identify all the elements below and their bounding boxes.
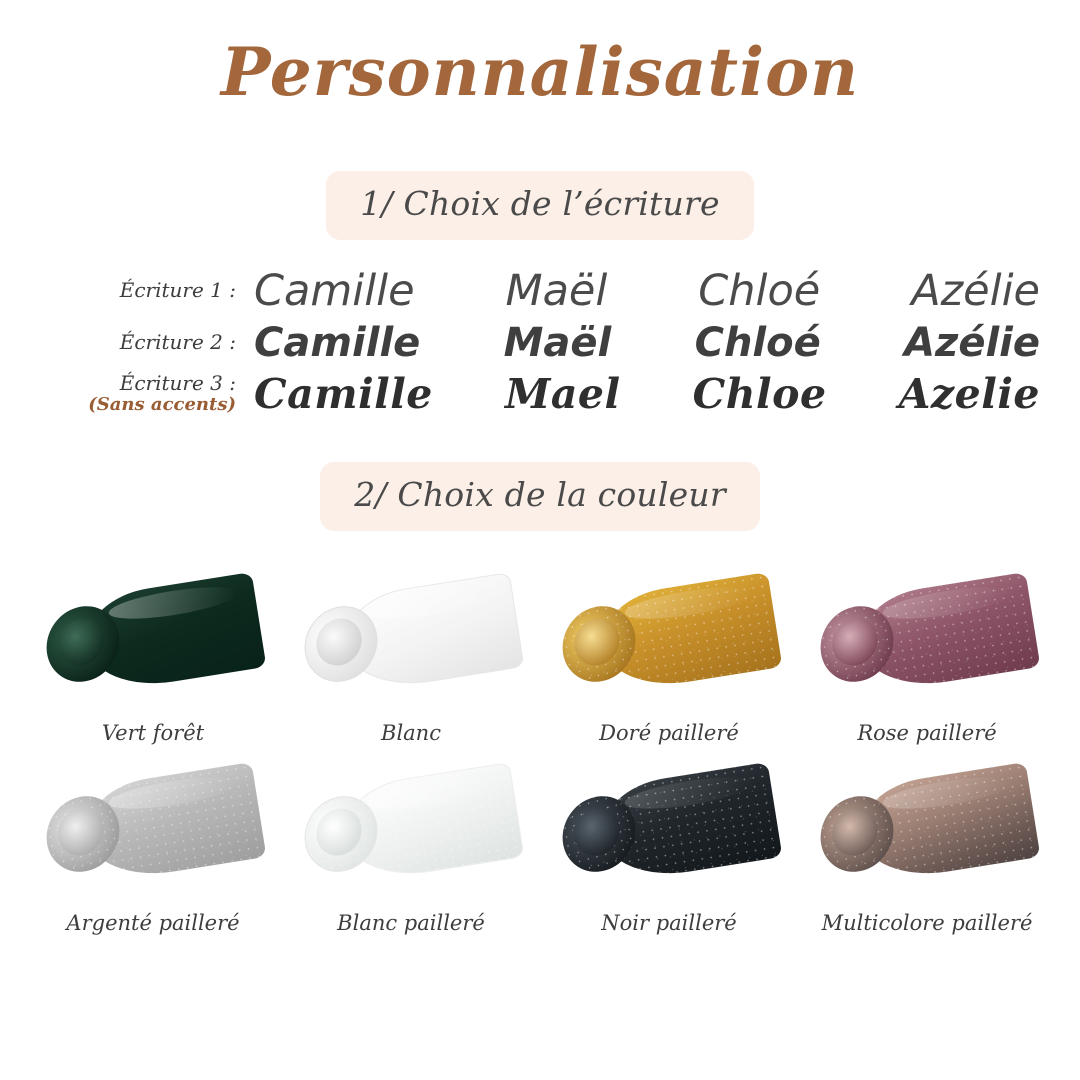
- colour-swatch-image-multicolore-paillete: [812, 751, 1042, 901]
- colour-swatch-image-vert-foret: [38, 561, 268, 711]
- writing-row-2-name-2: Maël: [503, 319, 612, 366]
- colour-swatch-image-argente-paillete: [38, 751, 268, 901]
- writing-row-1-name-3: Chloé: [698, 265, 821, 316]
- writing-row-1[interactable]: [36, 266, 1040, 316]
- writing-row-2-name-1: Camille: [254, 319, 421, 366]
- colour-label-vert-foret: Vert forêt: [101, 720, 205, 745]
- colour-swatch-dore-paillete[interactable]: [540, 561, 798, 745]
- writing-row-1-label: [36, 279, 254, 302]
- writing-row-1-label-text: Écriture 1 :: [119, 278, 236, 303]
- writing-row-3[interactable]: [36, 370, 1040, 418]
- writing-row-1-name-4: Azélie: [911, 265, 1040, 316]
- colour-swatch-blanc-paillete[interactable]: [282, 751, 540, 935]
- colour-swatch-rose-paillete[interactable]: [798, 561, 1056, 745]
- writing-row-3-sublabel: (Sans accents): [88, 393, 236, 415]
- writing-row-3-name-1: Camille: [254, 369, 433, 418]
- writing-row-3-name-4: Azelie: [898, 369, 1040, 418]
- colour-swatch-image-blanc-paillete: [296, 751, 526, 901]
- section-1-banner: 1/ Choix de l’écriture: [326, 171, 753, 240]
- colour-grid: [0, 561, 1080, 935]
- writing-styles-block: [0, 266, 1080, 418]
- colour-swatch-image-rose-paillete: [812, 561, 1042, 711]
- writing-row-3-names: [254, 370, 1040, 418]
- section-2-banner: 2/ Choix de la couleur: [320, 462, 760, 531]
- colour-label-blanc: Blanc: [381, 720, 441, 745]
- writing-row-3-name-3: Chloe: [692, 369, 827, 418]
- writing-row-1-name-1: Camille: [254, 265, 415, 316]
- writing-row-1-name-2: Maël: [505, 265, 608, 316]
- colour-label-dore-paillete: Doré pailleré: [599, 720, 739, 745]
- colour-swatch-multicolore-paillete[interactable]: [798, 751, 1056, 935]
- writing-row-2-name-3: Chloé: [694, 319, 821, 366]
- writing-row-3-name-2: Mael: [504, 369, 621, 418]
- writing-row-2-label-text: Écriture 2 :: [119, 330, 236, 355]
- colour-swatch-vert-foret[interactable]: [24, 561, 282, 745]
- writing-row-2-name-4: Azélie: [904, 319, 1040, 366]
- section-2-banner-wrap: [0, 462, 1080, 531]
- colour-swatch-image-dore-paillete: [554, 561, 784, 711]
- page-title: Personnalisation: [220, 33, 860, 111]
- colour-label-noir-paillete: Noir pailleré: [601, 910, 737, 935]
- colour-label-rose-paillete: Rose pailleré: [857, 720, 997, 745]
- writing-row-3-label-text: Écriture 3 :: [119, 370, 236, 395]
- writing-row-3-label: [36, 372, 254, 416]
- section-1-banner-wrap: [0, 171, 1080, 240]
- writing-row-2-label: [36, 331, 254, 354]
- writing-row-1-names: [254, 266, 1040, 316]
- colour-swatch-blanc[interactable]: [282, 561, 540, 745]
- colour-swatch-image-noir-paillete: [554, 751, 784, 901]
- colour-swatch-noir-paillete[interactable]: [540, 751, 798, 935]
- colour-label-argente-paillete: Argenté pailleré: [66, 910, 240, 935]
- writing-row-2-names: [254, 320, 1040, 366]
- colour-label-multicolore-paillete: Multicolore pailleré: [821, 910, 1033, 935]
- colour-label-blanc-paillete: Blanc pailleré: [337, 910, 485, 935]
- writing-row-2[interactable]: [36, 320, 1040, 366]
- colour-swatch-image-blanc: [296, 561, 526, 711]
- colour-swatch-argente-paillete[interactable]: [24, 751, 282, 935]
